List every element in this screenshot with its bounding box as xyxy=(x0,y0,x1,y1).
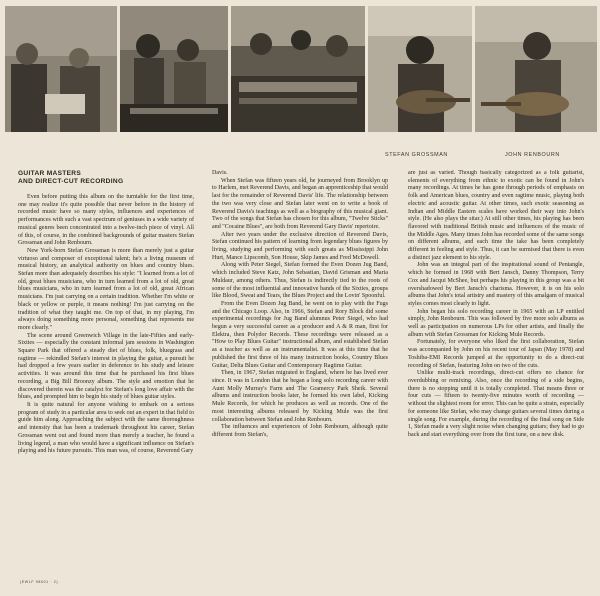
catalog-code: (EWLF 98001 · 2) xyxy=(20,580,59,584)
paragraph: The influences and experiences of John Renbourn, although quite different from Stefan's, xyxy=(212,424,388,438)
caption-stefan-grossman: STEFAN GROSSMAN xyxy=(385,152,448,158)
article-column-2 xyxy=(212,170,388,578)
paragraph: Davis. xyxy=(212,170,228,176)
paragraph: It is quite natural for anyone wishing to embark on a serious program of study in a particular area to seek out an expert in that field to guide him along. Approaching the subject with the same thoroughness and intensity that has been a trademark throughout his career, Stefan Grossman went out and found more than merely a teacher, he found a living legend, a man who would have a significant influence on Stefan's playing and his future pursuits. This man was, of course, Reverend Gary xyxy=(18,401,194,455)
paragraph: Fortunately, for everyone who liked the first collaboration, Stefan was accompanied by John on his recent tour of Japan (May 1978) and Toshiba-EMI Records jumped at the opportunity to do a direct-cut recording of Stefan, featuring John on two of the cuts. xyxy=(408,339,584,369)
paragraph: John was an integral part of the inspirational sound of Pentangle, which he formed in 1968 with Bert Jansch, Danny Thompson, Terry Cox and Jacqui McShee, but perhaps his playing in this group was a bit overshadowed by Bert Jansch's charisma. However, it is on his solo albums that John's total artistry and mastery of this amalgam of musical styles comes most clearly to light. xyxy=(408,262,584,307)
paragraph: New York-born Stefan Grossman is more than merely just a guitar virtuoso and composer of exceptional talent; he's a living museum of musical history, an analytical authority on blues and country blues. Stefan more than adequately describes his style: "I learned from a lot of old, great blues musicians, who in turn learned from a lot of old, great blues musicians, who in turn learned from a lot of old, great African musicians. I'm just carrying on a certain tradition. Whether I'm white or black or yellow or purple, it means nothing! I'm just carrying on the tradition of what they taught me. On top of that, in my playing, I'm always doing something more personal, something that represents me more clearly." xyxy=(18,247,194,331)
article-title xyxy=(18,170,194,186)
paragraph: are just as varied. Though basically categorized as a folk guitarist, elements of everything from ethnic to exotic can be found in John's many recordings. At times he has gone through periods of emphasis on folk and American blues, country and even ragtime music, playing both electric and acoustic guitar. At other times, such exotic seasoning as Indian and Middle Eastern scales have worked their way into John's style. (He also plays the sitar.) At still other times, his playing has been flavored with traditional British music and influences of the music of the Middle Ages. Many times John has recorded some of the same songs on different albums, and each time the take has been completely different in feeling and style. Thus, it can be surmised that there is even a distinct jazz element to his style. xyxy=(408,170,584,261)
paragraph: Then, in 1967, Stefan migrated to England, where he has lived ever since. It was in London that he began a long solo recording career with Aunt Molly Murray's Farm and The Gramercy Park Sheik. Several albums and instruction books later, he formed his own label, Kicking Mule Records, for which he produces as well as records. One of the most interesting albums released by Kicking Mule was the first collaboration between Stefan and John Renbourn. xyxy=(212,370,388,423)
paragraph: The scene around Greenwich Village in the late-Fifties and early-Sixties — especially the constant informal jam sessions in Washington Square Park that offered a steady diet of blues, folk, bluegrass and ragtime — rekindled Stefan's interest in playing the guitar, a pursuit he had dropped a few years earlier in deference to his study and leisure activities. It was around this time that he purchased his first blues recording, a Big Bill Broonzy album. The style and emotion that he discovered therein was the catalyst for Stefan's long love affair with the blues, and prompted him to begin his study of blues guitar styles. xyxy=(18,332,194,401)
paragraph: Along with Peter Siegel, Stefan formed the Even Dozen Jug Band, which included Steve Katz, John Sebastian, David Grisman and Maria Muldaur, among others. Thus, Stefan is indirectly tied to the roots of some of the most influential and innovative bands of the Sixties, groups like Blood, Sweat and Tears, the Blues Project and the Lovin' Spoonful. xyxy=(212,262,388,300)
article-title-line-2: AND DIRECT-CUT RECORDING xyxy=(18,178,124,185)
photo-john-renbourn-image xyxy=(475,6,597,132)
photo-stefan-grossman-image xyxy=(368,6,472,132)
paragraph: John began his solo recording career in 1965 with an LP entitled simply, John Renbourn. This was followed by five more solo albums as well as participation on numerous LPs for other artists, and finally the album with Stefan Grossman for Kicking Mule Records. xyxy=(408,308,584,338)
article-column-3 xyxy=(408,170,584,578)
paragraph: After two years under the exclusive direction of Reverend Davis, Stefan continued his pattern of learning from legendary blues figures by living, studying and performing with such greats as Mississippi John Hurt, Mance Lipscomb, Son House, Skip James and Fred McDowell. xyxy=(212,231,388,261)
photo-control-room xyxy=(120,6,228,132)
photo-control-room-image xyxy=(120,6,228,132)
paragraph: From the Even Dozen Jug Band, he went on to play with the Fugs and the Chicago Loop. Also, in 1966, Stefan and Rory Block did some experimental recordings for Jug Band alumnus Peter Siegel, who had begun a very successful career as a producer and A & R man, first for Elektra, then Polydor Records. These recordings were released as a "How to Play Blues Guitar" instructional album, and established Stefan as a teacher as well as an instrumentalist. It was at this time that he published the first three of his many instruction books, Country Blues Guitar, Delta Blues Guitar and Contemporary Ragtime Guitar. xyxy=(212,300,388,369)
photo-studio-session xyxy=(5,6,117,132)
photo-studio-session-image xyxy=(5,6,117,132)
paragraph: When Stefan was fifteen years old, he journeyed from Brooklyn up to Harlem, met Reverend Davis, and began an apprenticeship that would last for the remainder of Reverend Davis' life. The relationship between the two was very close and Stefan later went on to write a book of Reverend Davis's teachings as well as a biography of this musical giant. Two of the songs that Stefan has chosen for this album, "Twelve Sticks" and "Cocaine Blues", are both from Reverend Gary Davis' repertoire. xyxy=(212,177,388,230)
photo-john-renbourn xyxy=(475,6,597,132)
article xyxy=(18,170,588,580)
paragraph: Unlike multi-track recordings, direct-cut offers no chance for overdubbing or remixing. Also, once the recording of a side begins, there is no stopping until it is totally completed. That means three or four cuts — fifteen to twenty-five minutes worth of recording — without the slightest room for error. This can be quite a strain, especially for someone like Stefan, who may change guitars several times during a single song. For example, during the recording of the final song on Side 1, Stefan made a very slight noise when changing guitars; they had to go back and start everything over from the first tune, on a new disk. xyxy=(408,370,584,438)
photo-mixing-desk xyxy=(231,6,365,132)
article-title-line-1: GUITAR MASTERS xyxy=(18,170,82,177)
photo-mixing-desk-image xyxy=(231,6,365,132)
photo-stefan-grossman xyxy=(368,6,472,132)
photo-strip xyxy=(0,0,600,140)
paragraph: Even before putting this album on the turntable for the first time, one may realize it's quite possible that never before in the history of recorded music have so many styles, influences and experiences of performances with such a vast spectrum of geniuses in a wide variety of musical genres been concentrated into a twelve-inch piece of vinyl. All of this, of course, in the combined backgrounds of guitar masters Stefan Grossman and John Renbourn. xyxy=(18,194,194,247)
caption-john-renbourn: JOHN RENBOURN xyxy=(505,152,560,158)
article-column-1 xyxy=(18,170,194,578)
